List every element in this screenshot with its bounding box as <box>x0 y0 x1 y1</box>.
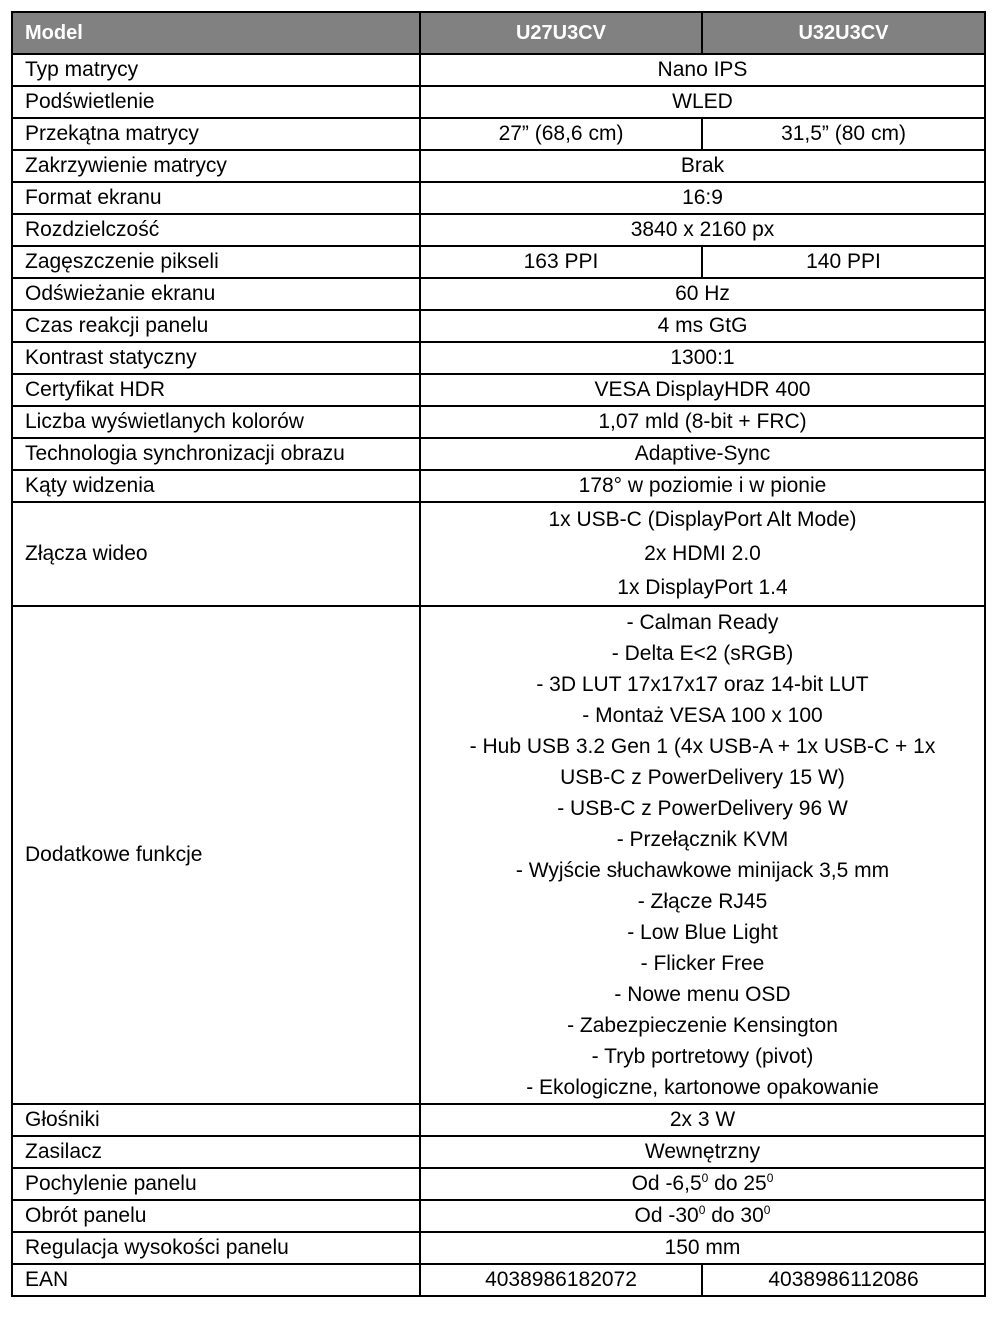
row-label: Rozdzielczość <box>12 214 420 246</box>
table-row <box>12 1136 985 1168</box>
header-col2: U32U3CV <box>702 12 985 54</box>
list-item: 1x USB-C (DisplayPort Alt Mode) <box>548 508 857 531</box>
row-label: Podświetlenie <box>12 86 420 118</box>
row-label: Liczba wyświetlanych kolorów <box>12 406 420 438</box>
list-item: - Delta E<2 (sRGB) <box>611 642 794 665</box>
row-label: Czas reakcji panelu <box>12 310 420 342</box>
table-row <box>12 1232 985 1264</box>
row-label: Przekątna matrycy <box>12 118 420 150</box>
degree-superscript: 0 <box>698 1203 706 1217</box>
row-label: Regulacja wysokości panelu <box>12 1232 420 1264</box>
list-item: - Nowe menu OSD <box>614 983 791 1006</box>
table-row <box>12 502 985 606</box>
row-value: 178° w poziomie i w pionie <box>420 470 985 502</box>
table-row <box>12 150 985 182</box>
list-item: - 3D LUT 17x17x17 oraz 14-bit LUT <box>536 673 869 696</box>
row-label: Pochylenie panelu <box>12 1168 420 1200</box>
list-item: - Zabezpieczenie Kensington <box>567 1014 838 1037</box>
list-item: - Calman Ready <box>626 611 779 634</box>
row-value: WLED <box>420 86 985 118</box>
table-row <box>12 1264 985 1296</box>
row-label: Certyfikat HDR <box>12 374 420 406</box>
row-value: Nano IPS <box>420 54 985 86</box>
table-row <box>12 470 985 502</box>
list-item: - Ekologiczne, kartonowe opakowanie <box>526 1076 879 1099</box>
table-row <box>12 118 985 150</box>
row-label: Kontrast statyczny <box>12 342 420 374</box>
row-value-col2: 140 PPI <box>702 246 985 278</box>
list-item: - Flicker Free <box>640 952 765 975</box>
row-label: Technologia synchronizacji obrazu <box>12 438 420 470</box>
row-value: 2x 3 W <box>420 1104 985 1136</box>
row-value-col2: 4038986112086 <box>702 1264 985 1296</box>
spec-table <box>11 11 986 1297</box>
row-value: 1300:1 <box>420 342 985 374</box>
list-item: - Montaż VESA 100 x 100 <box>582 704 823 727</box>
list-item: - Przełącznik KVM <box>616 828 789 851</box>
table-row <box>12 54 985 86</box>
row-value-list <box>420 502 985 606</box>
row-value <box>420 1168 985 1200</box>
value-text: do 30 <box>705 1204 764 1227</box>
row-value: 1,07 mld (8-bit + FRC) <box>420 406 985 438</box>
row-label: Odświeżanie ekranu <box>12 278 420 310</box>
row-value: 60 Hz <box>420 278 985 310</box>
table-row <box>12 214 985 246</box>
degree-superscript: 0 <box>766 1171 774 1185</box>
table-row <box>12 278 985 310</box>
header-model: Model <box>12 12 420 54</box>
row-value: Wewnętrzny <box>420 1136 985 1168</box>
row-label: EAN <box>12 1264 420 1296</box>
table-row <box>12 438 985 470</box>
row-value-col2: 31,5” (80 cm) <box>702 118 985 150</box>
row-label: Zasilacz <box>12 1136 420 1168</box>
list-item: - Złącze RJ45 <box>637 890 768 913</box>
value-text: do 25 <box>708 1172 767 1195</box>
table-row <box>12 310 985 342</box>
row-label: Zakrzywienie matrycy <box>12 150 420 182</box>
row-value: 150 mm <box>420 1232 985 1264</box>
row-label: Dodatkowe funkcje <box>12 606 420 1104</box>
row-value: VESA DisplayHDR 400 <box>420 374 985 406</box>
row-label: Złącza wideo <box>12 502 420 606</box>
list-item: - Low Blue Light <box>627 921 778 944</box>
row-value-col1: 163 PPI <box>420 246 702 278</box>
list-item: 1x DisplayPort 1.4 <box>617 576 788 599</box>
row-value-col1: 4038986182072 <box>420 1264 702 1296</box>
header-row <box>12 12 985 54</box>
degree-superscript: 0 <box>763 1203 771 1217</box>
list-item: - Hub USB 3.2 Gen 1 (4x USB-A + 1x USB-C + 1x <box>469 735 936 758</box>
row-label: Kąty widzenia <box>12 470 420 502</box>
row-label: Format ekranu <box>12 182 420 214</box>
table-row <box>12 246 985 278</box>
table-row <box>12 86 985 118</box>
list-item: - USB-C z PowerDelivery 96 W <box>557 797 848 820</box>
row-value: 16:9 <box>420 182 985 214</box>
table-row <box>12 1104 985 1136</box>
row-value: Adaptive-Sync <box>420 438 985 470</box>
list-item: USB-C z PowerDelivery 15 W) <box>560 766 845 789</box>
table-row <box>12 1168 985 1200</box>
row-label: Obrót panelu <box>12 1200 420 1232</box>
table-row <box>12 342 985 374</box>
row-value-list <box>420 606 985 1104</box>
value-text: Od -30 <box>634 1204 699 1227</box>
table-row <box>12 1200 985 1232</box>
list-item: - Tryb portretowy (pivot) <box>591 1045 814 1068</box>
table-row <box>12 406 985 438</box>
table-row <box>12 374 985 406</box>
row-value-col1: 27” (68,6 cm) <box>420 118 702 150</box>
value-text: Od -6,5 <box>631 1172 702 1195</box>
row-label: Zagęszczenie pikseli <box>12 246 420 278</box>
header-col1: U27U3CV <box>420 12 702 54</box>
row-value: 4 ms GtG <box>420 310 985 342</box>
table-row <box>12 182 985 214</box>
row-label: Typ matrycy <box>12 54 420 86</box>
row-label: Głośniki <box>12 1104 420 1136</box>
list-item: - Wyjście słuchawkowe minijack 3,5 mm <box>515 859 890 882</box>
table-row <box>12 606 985 1104</box>
row-value: 3840 x 2160 px <box>420 214 985 246</box>
row-value <box>420 1200 985 1232</box>
row-value: Brak <box>420 150 985 182</box>
degree-superscript: 0 <box>701 1171 709 1185</box>
list-item: 2x HDMI 2.0 <box>644 542 761 565</box>
